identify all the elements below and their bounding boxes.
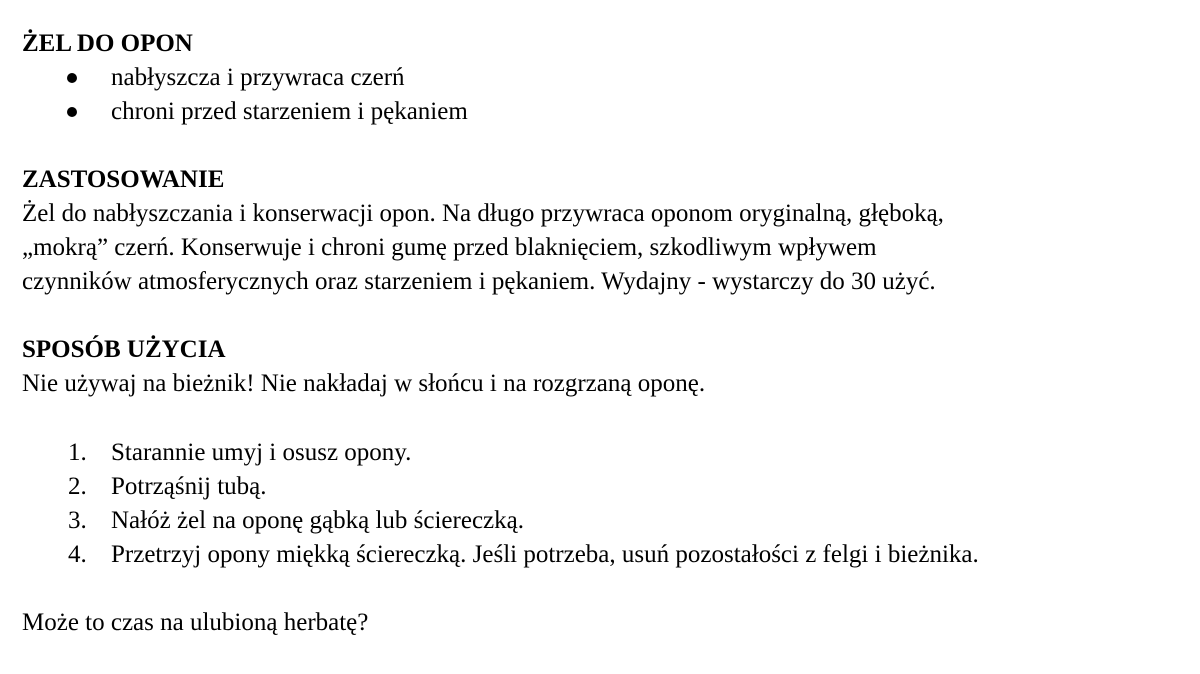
step-text: Nałóż żel na oponę gąbką lub ściereczką. — [111, 507, 524, 534]
step-text: Przetrzyj opony miękką ściereczką. Jeśli potrzeba, usuń pozostałości z felgi i bieżnika. — [111, 541, 979, 568]
usage-section — [22, 163, 1182, 299]
step-number: 4. — [68, 541, 87, 568]
list-item — [22, 504, 1182, 538]
product-title: ŻEL DO OPON — [22, 30, 193, 57]
list-item — [22, 470, 1182, 504]
usage-line: czynników atmosferycznych oraz starzeniem i pękaniem. Wydajny - wystarczy do 30 użyć. — [22, 268, 936, 295]
steps-list — [22, 436, 1182, 572]
step-number: 2. — [68, 473, 87, 500]
usage-line: Żel do nabłyszczania i konserwacji opon. Na długo przywraca oponom oryginalną, głęboką, — [22, 200, 944, 227]
list-item — [22, 538, 1182, 572]
step-number: 3. — [68, 507, 87, 534]
usage-heading: ZASTOSOWANIE — [22, 166, 225, 193]
bullet-icon — [67, 107, 77, 117]
bullet-text: nabłyszcza i przywraca czerń — [111, 64, 405, 91]
footer-section — [22, 606, 1182, 640]
bullet-icon — [67, 73, 77, 83]
bullet-item — [22, 61, 1182, 95]
usage-line: „mokrą” czerń. Konserwuje i chroni gumę przed blaknięciem, szkodliwym wpływem — [22, 234, 877, 261]
how-to-section — [22, 333, 1182, 401]
product-section — [22, 27, 1182, 129]
footer-text: Może to czas na ulubioną herbatę? — [22, 609, 369, 636]
list-item — [22, 436, 1182, 470]
step-text: Potrząśnij tubą. — [111, 473, 267, 500]
step-text: Starannie umyj i osusz opony. — [111, 439, 412, 466]
bullet-text: chroni przed starzeniem i pękaniem — [111, 98, 468, 125]
step-number: 1. — [68, 439, 87, 466]
how-to-heading: SPOSÓB UŻYCIA — [22, 336, 226, 363]
bullet-item — [22, 95, 1182, 129]
warning-text: Nie używaj na bieżnik! Nie nakładaj w słońcu i na rozgrzaną oponę. — [22, 370, 706, 397]
